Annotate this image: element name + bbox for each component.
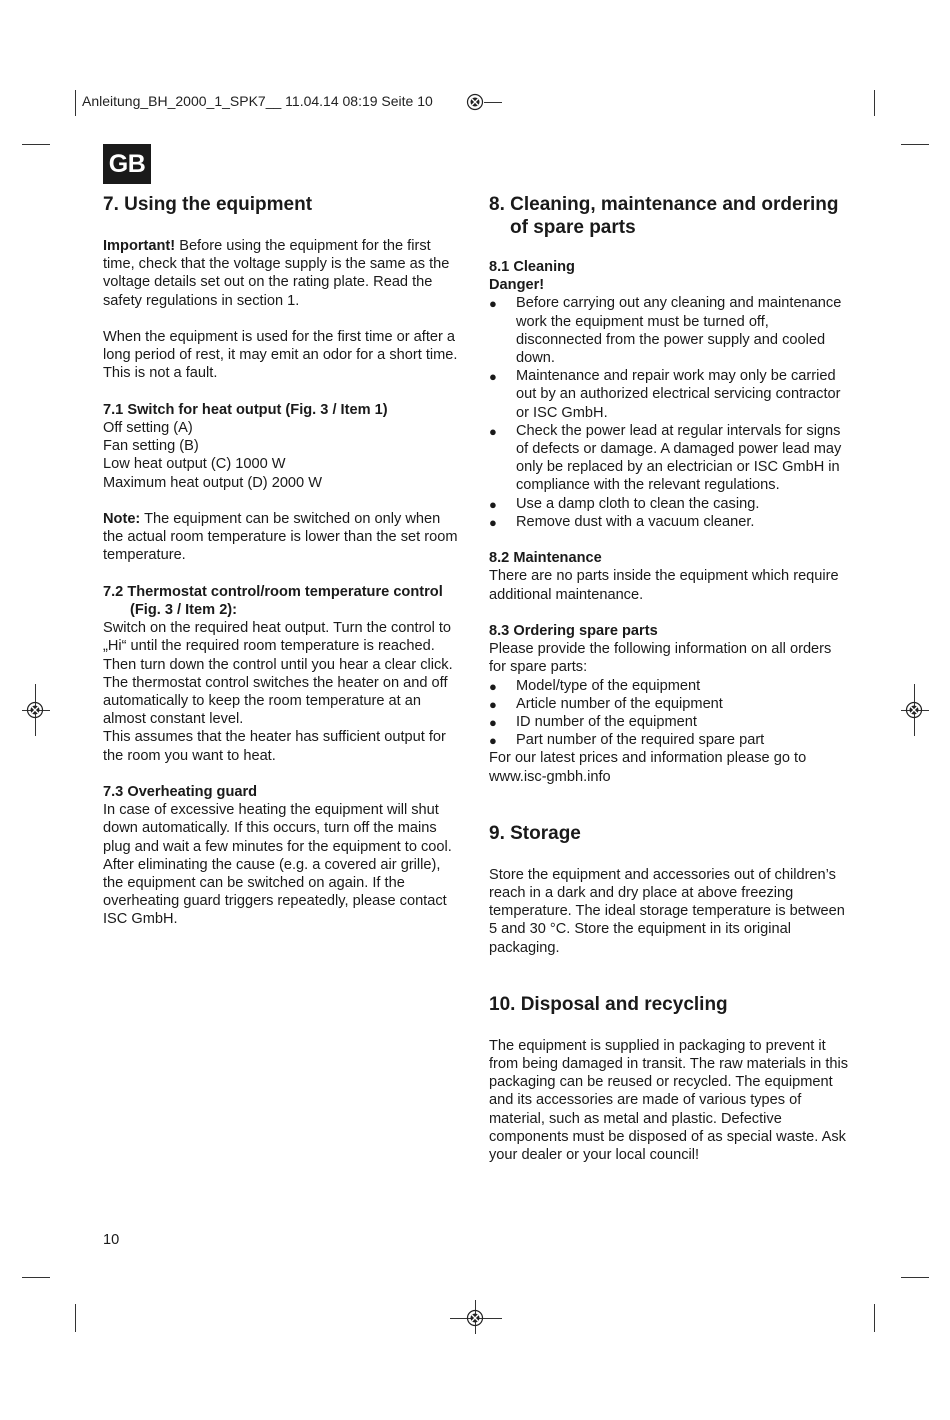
registration-mark-icon (466, 93, 484, 111)
spare-parts-outro: For our latest prices and information please go to www.isc-gmbh.info (489, 750, 807, 785)
crop-mark-top-left-v (75, 90, 76, 116)
important-label: Important! (103, 238, 176, 254)
list-item: ● Before carrying out any cleaning and maintenance work the equipment must be turned off, disconnected from the power supply and cooled down. (489, 294, 851, 367)
danger-label: Danger! (489, 277, 545, 294)
important-paragraph (103, 237, 463, 310)
list-item: ● Remove dust with a vacuum cleaner. (489, 513, 851, 531)
note-text: The equipment can be switched on only when the actual room temperature is lower than the set room temperature. (103, 511, 458, 564)
registration-mark-icon (26, 701, 44, 719)
crop-mark-top-right-h (901, 144, 929, 145)
section-8-3-title: 8.3 Ordering spare parts (489, 623, 658, 640)
list-item: ● Maintenance and repair work may only be carried out by an authorized electrical servicing contractor or ISC GmbH. (489, 367, 851, 422)
print-slug: Anleitung_BH_2000_1_SPK7__ 11.04.14 08:19 Seite 10 (82, 93, 433, 109)
cleaning-list (489, 294, 851, 531)
section-8-2-title: 8.2 Maintenance (489, 550, 602, 567)
section-8-title: 8. Cleaning, maintenance and ordering of spare parts (489, 194, 839, 238)
list-item: ● Part number of the required spare part (489, 731, 851, 749)
switch-setting-line: Fan setting (B) (103, 438, 199, 455)
section-8-1-title: 8.1 Cleaning (489, 259, 575, 275)
registration-mark-icon (905, 701, 923, 719)
list-item: ● Article number of the equipment (489, 695, 851, 713)
spare-parts-list (489, 677, 851, 750)
first-use-paragraph: When the equipment is used for the first time or after a long period of rest, it may emit an odor for a short time. This is not a fault. (103, 329, 458, 382)
crop-mark-top-left-h (22, 144, 50, 145)
language-badge: GB (103, 144, 151, 184)
maintenance-paragraph: There are no parts inside the equipment which require additional maintenance. (489, 568, 839, 603)
disposal-paragraph: The equipment is supplied in packaging to prevent it from being damaged in transit. The raw materials in this packaging can be reused or recycled. The equipment and its accessories are made of various types of material, such as metal and plastic. Defective components must be disposed of as special waste. Ask your dealer or your local council! (489, 1037, 849, 1164)
section-7-1-title: 7.1 Switch for heat output (Fig. 3 / Item 1) (103, 401, 388, 418)
page-number: 10 (103, 1232, 120, 1248)
thermostat-paragraph-2: This assumes that the heater has sufficient output for the room you want to heat. (103, 729, 446, 764)
list-item: ● Model/type of the equipment (489, 677, 851, 695)
crop-mark-top-right-v (874, 90, 875, 116)
switch-setting-line: Maximum heat output (D) 2000 W (103, 474, 322, 491)
section-7-2-title: 7.2 Thermostat control/room temperature control (Fig. 3 / Item 2): (103, 583, 443, 618)
list-item: ● Use a damp cloth to clean the casing. (489, 495, 851, 513)
left-column (103, 193, 463, 929)
list-item: ● ID number of the equipment (489, 713, 851, 731)
section-7-3-title: 7.3 Overheating guard (103, 784, 258, 801)
important-text: Before using the equipment for the first time, check that the voltage supply is the same as the voltage details set out on the rating plate. Read the safety regulations in section 1. (103, 238, 450, 309)
crop-mark-bottom-right-h (901, 1277, 929, 1278)
thermostat-paragraph: Switch on the required heat output. Turn the control to „Hi“ until the required room temperature is reached. Then turn down the control until you hear a clear click. The thermostat control switches the heater on and off automatically to keep the room temperature at an almost constant level. (103, 620, 453, 728)
note-label: Note: (103, 511, 141, 527)
list-item: ● Check the power lead at regular intervals for signs of defects or damage. A damaged power lead may only be replaced by an electrician or ISC GmbH in compliance with the relevant regulations. (489, 422, 851, 495)
section-7-title: 7. Using the equipment (103, 194, 313, 215)
crop-mark-bottom-left-v (75, 1304, 76, 1332)
overheating-paragraph: In case of excessive heating the equipment will shut down automatically. If this occurs, turn off the mains plug and wait a few minutes for the equipment to cool. After eliminating the cause (e.g. a covered air grille), the equipment can be switched on again. If the overheating guard triggers repeatedly, please contact ISC GmbH. (103, 802, 452, 928)
section-9-title: 9. Storage (489, 822, 581, 844)
switch-setting-line: Off setting (A) (103, 420, 193, 436)
note-paragraph (103, 510, 463, 565)
registration-mark-icon (466, 1309, 484, 1327)
right-column (489, 193, 851, 1164)
section-10-title: 10. Disposal and recycling (489, 993, 728, 1015)
crop-line-top-right-h (484, 102, 502, 103)
crop-mark-bottom-left-h (22, 1277, 50, 1278)
spare-parts-intro: Please provide the following information on all orders for spare parts: (489, 641, 832, 676)
switch-setting-line: Low heat output (C) 1000 W (103, 456, 286, 473)
crop-mark-bottom-right-v (874, 1304, 875, 1332)
storage-paragraph: Store the equipment and accessories out of children’s reach in a dark and dry place at above freezing temperature. The ideal storage temperature is between 5 and 30 °C. Store the equipment in its original packaging. (489, 866, 845, 956)
